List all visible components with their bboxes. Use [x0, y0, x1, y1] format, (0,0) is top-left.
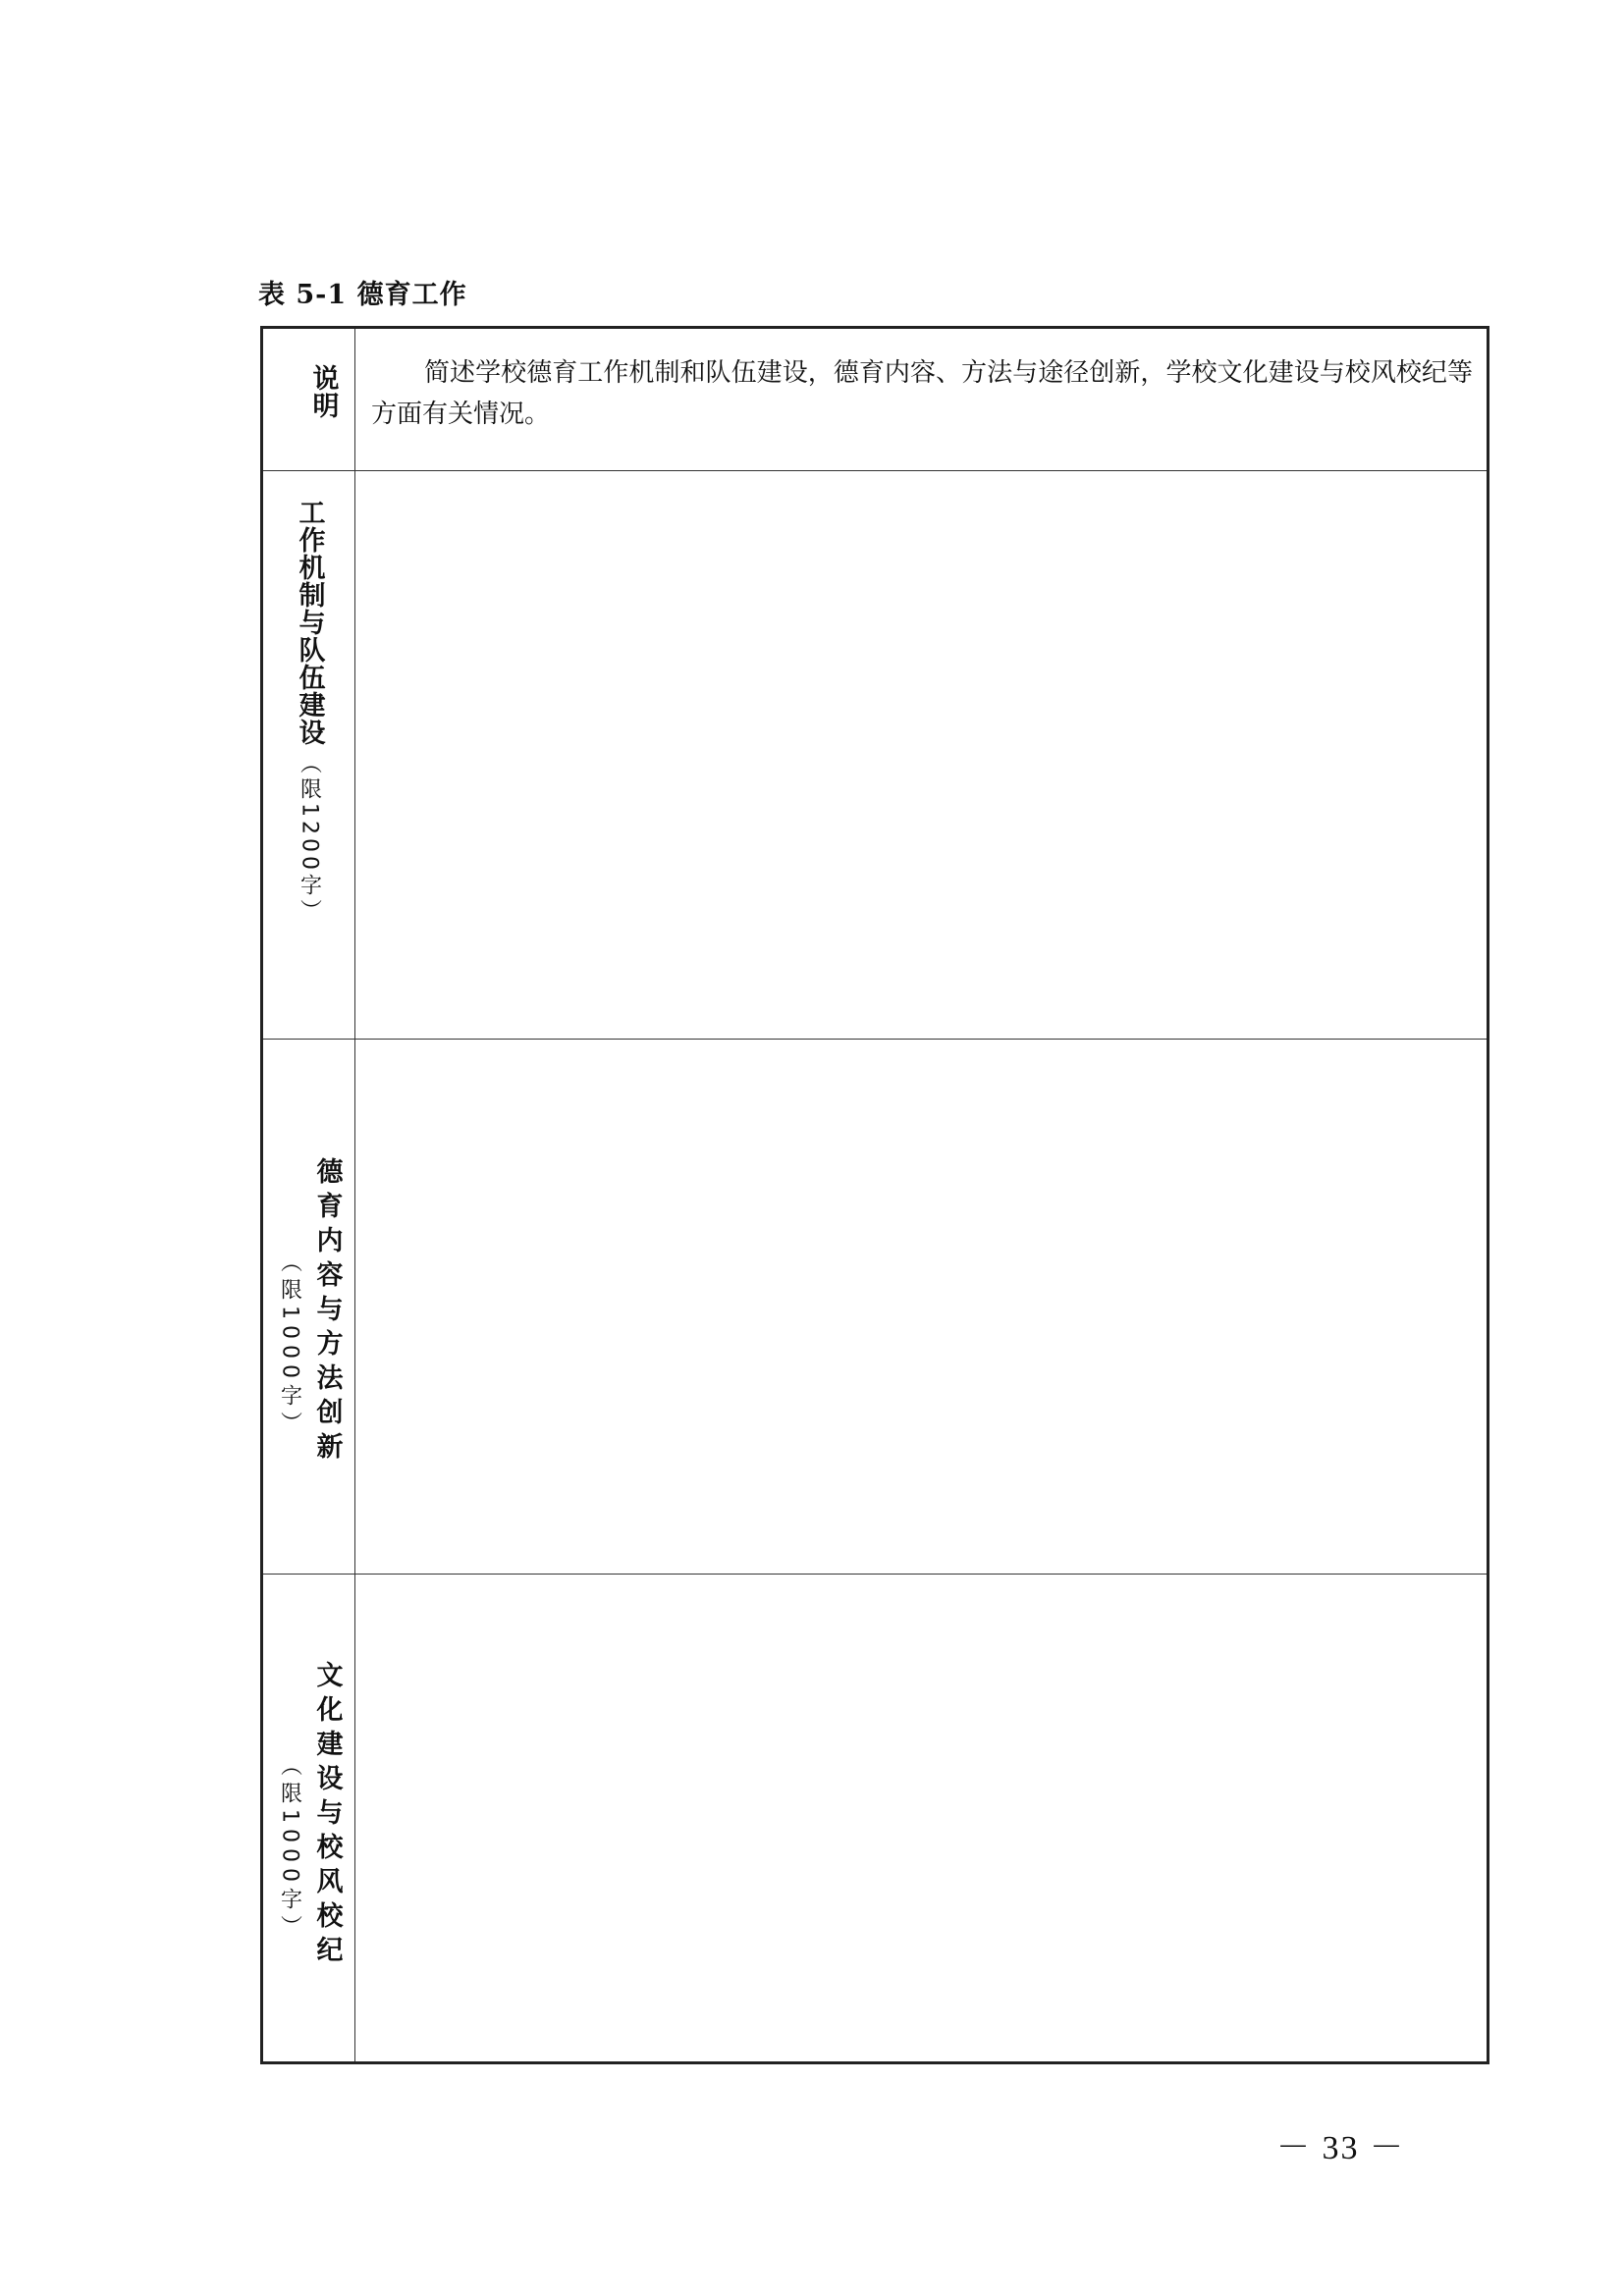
content-label: 德育内容与方法创新 [311, 1157, 343, 1467]
table-title: 表 5-1 德育工作 [258, 280, 467, 310]
mechanism-limit: （限1200字） [297, 752, 322, 925]
note-text: 简述学校德育工作机制和队伍建设，德育内容、方法与途径创新，学校文化建设与校风校纪等方面有关情况。 [371, 358, 1473, 429]
culture-input-area[interactable] [355, 1575, 1489, 2063]
page-number: － 33 － [1276, 2130, 1405, 2166]
content-label-cell [262, 1040, 355, 1575]
culture-limit: （限1000字） [277, 1753, 302, 1943]
content-limit: （限1000字） [277, 1250, 302, 1439]
table-row-culture [262, 1575, 1489, 2063]
content-input-area[interactable] [355, 1040, 1489, 1575]
table-row-note [262, 328, 1489, 471]
culture-label: 文化建设与校风校纪 [311, 1661, 343, 1970]
table-row-content [262, 1040, 1489, 1575]
note-label-cell [262, 328, 355, 471]
note-text-cell [355, 328, 1489, 471]
table-row-mechanism [262, 471, 1489, 1040]
note-label: 说明 [307, 364, 339, 419]
mechanism-label: 工作机制与队伍建设 [294, 499, 325, 746]
mechanism-label-cell [262, 471, 355, 1040]
mechanism-input-area[interactable] [355, 471, 1489, 1040]
moral-education-table [260, 326, 1489, 2064]
culture-label-cell [262, 1575, 355, 2063]
